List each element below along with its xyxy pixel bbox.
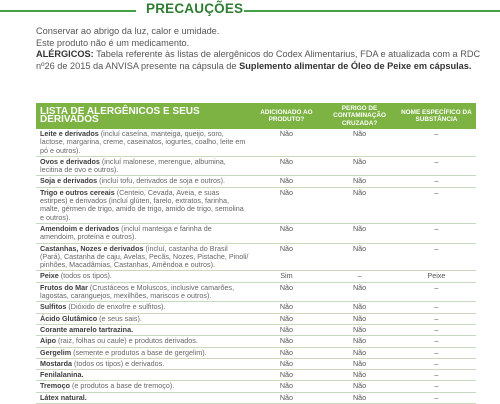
substance-name-cell: – — [397, 129, 476, 156]
substance-name-cell: – — [397, 243, 476, 271]
allergen-description: (incluí caseína, manteiga, queijo, soro, lactose, margarina, creme, caseinatos, iogurtes, coalho, leite em pó e outros). — [40, 129, 246, 155]
cross-contamination-cell: – — [322, 271, 397, 282]
allergen-name: Soja e derivados — [40, 176, 98, 186]
allergens-text: Tabela referente às listas de alergênicos do Codex Alimentarius, FDA e atualizada com a RDC nº26 de 2015 da ANVISA presente na cápsula de — [36, 49, 481, 71]
allergen-name: Aipo — [40, 336, 56, 346]
substance-name-cell: – — [397, 392, 476, 403]
substance-name-cell: – — [397, 324, 476, 335]
header-substance-name: NOME ESPECÍFICO DA SUBSTÂNCIA — [397, 103, 476, 129]
cross-contamination-cell: Não — [322, 381, 397, 392]
allergen-cell — [36, 176, 251, 187]
cross-contamination-cell: Não — [322, 347, 397, 358]
added-cell: Não — [251, 392, 323, 403]
allergens-table — [36, 103, 476, 404]
table-row — [36, 176, 476, 187]
substance-name-cell: – — [397, 347, 476, 358]
allergen-cell — [36, 223, 251, 243]
added-cell: Não — [251, 129, 323, 156]
allergen-description: (Crustáceos e Moluscos, inclusive camarões, lagostas, caranguejos, mexilhões, mariscos e outros). — [40, 282, 235, 301]
allergen-description: (Dióxido de enxofre e sulfitos). — [66, 302, 166, 312]
allergen-description: (incluí tofu, derivados de soja e outros). — [97, 176, 225, 186]
substance-name-cell: – — [397, 302, 476, 313]
table-row — [36, 370, 476, 381]
added-cell: Não — [251, 302, 323, 313]
added-cell: Não — [251, 381, 323, 392]
allergen-description: (incluí malonese, merengue, albumina, lecitina de ovo e outros). — [40, 156, 226, 175]
substance-name-cell: – — [397, 370, 476, 381]
table-row — [36, 347, 476, 358]
added-cell: Não — [251, 336, 323, 347]
allergen-cell — [36, 370, 251, 381]
table-row — [36, 156, 476, 176]
allergen-cell — [36, 271, 251, 282]
table-row — [36, 313, 476, 324]
cross-contamination-cell: Não — [322, 223, 397, 243]
allergen-name: Tremoço — [40, 381, 70, 391]
added-cell: Não — [251, 282, 323, 302]
allergen-cell — [36, 282, 251, 302]
allergen-name: Amendoim e derivados — [40, 223, 120, 233]
substance-name-cell: – — [397, 282, 476, 302]
intro-text — [36, 26, 486, 72]
allergen-description: (e seus sais). — [97, 313, 142, 323]
added-cell: Não — [251, 156, 323, 176]
added-cell: Não — [251, 370, 323, 381]
allergen-cell — [36, 243, 251, 271]
substance-name-cell: – — [397, 313, 476, 324]
allergen-cell — [36, 156, 251, 176]
not-medicine-note: Este produto não é um medicamento. — [36, 37, 190, 48]
table-row — [36, 187, 476, 223]
allergen-description: (raiz, folhas ou caule) e produtos derivados. — [55, 336, 198, 346]
allergen-description: (todos os tipos). — [58, 271, 112, 281]
allergen-description: (semente e produtos a base de gergelim). — [71, 347, 207, 357]
table-row — [36, 282, 476, 302]
product-name: Suplemento alimentar de Óleo de Peixe em cápsulas. — [239, 60, 472, 71]
allergen-cell — [36, 302, 251, 313]
allergen-name: Látex natural. — [40, 392, 87, 402]
added-cell: Não — [251, 347, 323, 358]
allergen-name: Castanhas, Nozes e derivados — [40, 243, 144, 253]
precautions-header — [0, 0, 500, 22]
added-cell: Não — [251, 324, 323, 335]
allergen-description: (todos os tipos) e derivados. — [71, 358, 165, 368]
substance-name-cell: – — [397, 187, 476, 223]
allergen-name: Trigo e outros cereais — [40, 187, 115, 197]
cross-contamination-cell: Não — [322, 324, 397, 335]
header-rule-right — [244, 10, 500, 12]
storage-note: Conservar ao abrigo da luz, calor e umidade. — [36, 26, 220, 36]
allergen-cell — [36, 313, 251, 324]
allergen-cell — [36, 381, 251, 392]
cross-contamination-cell: Não — [322, 282, 397, 302]
cross-contamination-cell: Não — [322, 176, 397, 187]
allergen-description: (incluí manteiga e farinha de amendoim, proteína e outros). — [40, 223, 212, 242]
table-row — [36, 324, 476, 335]
added-cell: Não — [251, 243, 323, 271]
allergen-description: (incluí, castanha do Brasil (Pará), Castanha de caju, Avelas, Pecãs, Nozes, Pistache, Pinoli/ pinhões, Macadâmias, Castanhas, Amêndoa e outros). — [40, 243, 249, 270]
allergen-name: Sulfitos — [40, 302, 67, 312]
cross-contamination-cell: Não — [322, 392, 397, 403]
cross-contamination-cell: Não — [322, 156, 397, 176]
cross-contamination-cell: Não — [322, 302, 397, 313]
table-row — [36, 243, 476, 271]
allergens-note — [36, 49, 486, 72]
added-cell: Não — [251, 176, 323, 187]
table-row — [36, 336, 476, 347]
substance-name-cell: – — [397, 358, 476, 369]
allergen-cell — [36, 187, 251, 223]
cross-contamination-cell: Não — [322, 313, 397, 324]
allergen-name: Gergelim — [40, 347, 72, 357]
allergen-name: Corante amarelo tartrazina. — [40, 324, 134, 334]
substance-name-cell: – — [397, 176, 476, 187]
allergen-name: Peixe — [40, 271, 59, 281]
section-title: PRECAUÇÕES — [146, 1, 244, 16]
allergen-cell — [36, 129, 251, 156]
allergen-name: Ácido Glutâmico — [40, 313, 98, 323]
table-row — [36, 271, 476, 282]
substance-name-cell: – — [397, 336, 476, 347]
added-cell: Não — [251, 187, 323, 223]
table-row — [36, 129, 476, 156]
substance-name-cell: Peixe — [397, 271, 476, 282]
table-row — [36, 302, 476, 313]
substance-name-cell: – — [397, 381, 476, 392]
cross-contamination-cell: Não — [322, 129, 397, 156]
added-cell: Não — [251, 358, 323, 369]
allergen-cell — [36, 358, 251, 369]
added-cell: Não — [251, 223, 323, 243]
table-row — [36, 223, 476, 243]
cross-contamination-cell: Não — [322, 370, 397, 381]
cross-contamination-cell: Não — [322, 187, 397, 223]
allergen-cell — [36, 324, 251, 335]
allergen-name: Ovos e derivados — [40, 156, 100, 166]
table-header-row — [36, 103, 476, 129]
header-rule-left — [0, 10, 136, 12]
table-row — [36, 358, 476, 369]
table-row — [36, 381, 476, 392]
cross-contamination-cell: Não — [322, 358, 397, 369]
allergen-name: Leite e derivados — [40, 129, 99, 138]
substance-name-cell: – — [397, 223, 476, 243]
allergens-label: ALÉRGICOS: — [36, 49, 94, 59]
cross-contamination-cell: Não — [322, 336, 397, 347]
cross-contamination-cell: Não — [322, 243, 397, 271]
substance-name-cell: – — [397, 156, 476, 176]
allergen-description: (Centeio, Cevada, Aveia, e suas estirpes) e derivados (incluí glúten, farelo, extratos, farinha, malte, gérmen de trigo, amido de trigo, amido de trigo, semolina e outros). — [40, 187, 244, 222]
allergen-name: Frutos do Mar — [40, 282, 88, 292]
allergen-name: Mostarda — [40, 358, 72, 368]
header-added: ADICIONADO AO PRODUTO? — [251, 103, 323, 129]
header-allergen-list: LISTA DE ALERGÊNICOS E SEUS DERIVADOS — [36, 103, 251, 129]
allergen-description: (e produtos a base de tremoço). — [69, 381, 175, 391]
allergen-cell — [36, 336, 251, 347]
allergen-name: Fenilalanina. — [40, 370, 84, 380]
added-cell: Não — [251, 313, 323, 324]
added-cell: Sim — [251, 271, 323, 282]
header-cross-contamination: PERIGO DE CONTAMINAÇÃO CRUZADA? — [322, 103, 397, 129]
allergen-cell — [36, 347, 251, 358]
